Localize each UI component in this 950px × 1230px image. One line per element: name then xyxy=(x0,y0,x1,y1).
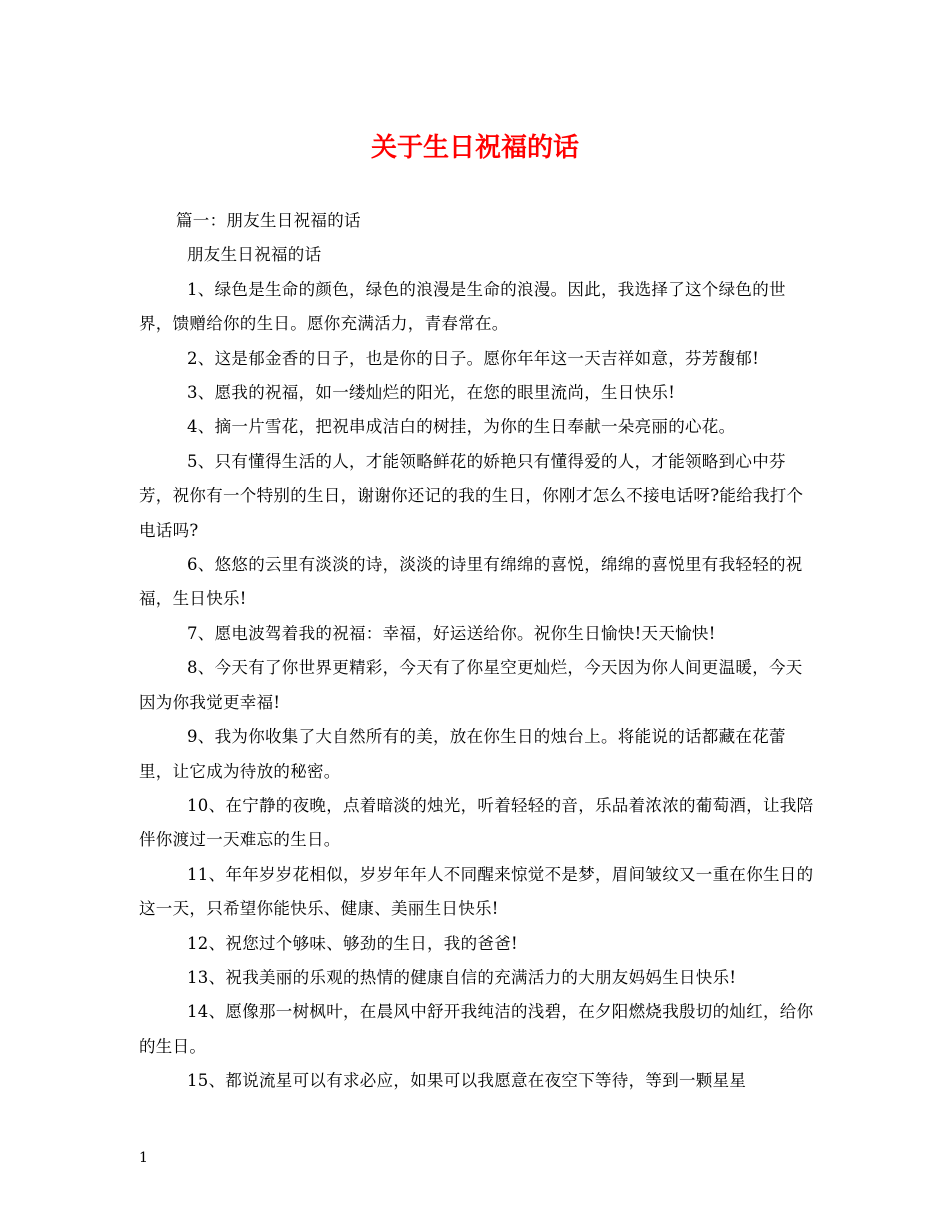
paragraph: 7、愿电波驾着我的祝福：幸福，好运送给你。祝你生日愉快!天天愉快! xyxy=(187,623,716,643)
paragraph: 8、今天有了你世界更精彩，今天有了你星空更灿烂，今天因为你人间更温暖，今天因为你我觉更幸福! xyxy=(139,658,803,712)
paragraph: 9、我为你收集了大自然所有的美，放在你生日的烛台上。将能说的话都藏在花蕾里，让它成为待放的秘密。 xyxy=(139,727,786,781)
document-body xyxy=(139,204,819,1099)
paragraph: 13、祝我美丽的乐观的热情的健康自信的充满活力的大朋友妈妈生日快乐! xyxy=(187,967,737,987)
paragraph: 14、愿像那一树枫叶，在晨风中舒开我纯洁的浅碧，在夕阳燃烧我殷切的灿红，给你的生日。 xyxy=(139,1002,814,1056)
paragraph: 5、只有懂得生活的人，才能领略鲜花的娇艳只有懂得爱的人，才能领略到心中芬芳，祝你有一个特别的生日，谢谢你还记的我的生日，你刚才怎么不接电话呀?能给我打个电话吗? xyxy=(139,451,804,540)
paragraph: 3、愿我的祝福，如一缕灿烂的阳光，在您的眼里流尚，生日快乐! xyxy=(187,383,676,403)
paragraph: 6、悠悠的云里有淡淡的诗，淡淡的诗里有绵绵的喜悦，绵绵的喜悦里有我轻轻的祝福，生日快乐! xyxy=(139,555,803,609)
paragraph: 11、年年岁岁花相似，岁岁年年人不同醒来惊觉不是梦，眉间皱纹又一重在你生日的这一天，只希望你能快乐、健康、美丽生日快乐! xyxy=(139,864,814,919)
paragraph: 1、绿色是生命的颜色，绿色的浪漫是生命的浪漫。因此，我选择了这个绿色的世界，馈赠给你的生日。愿你充满活力，青春常在。 xyxy=(139,279,786,334)
section-heading: 篇一：朋友生日祝福的话 xyxy=(176,211,361,230)
paragraph: 15、都说流星可以有求必应，如果可以我愿意在夜空下等待，等到一颗星星 xyxy=(187,1071,747,1091)
paragraph: 4、摘一片雪花，把祝串成洁白的树挂，为你的生日奉献一朵亮丽的心花。 xyxy=(187,417,736,437)
page-title: 关于生日祝福的话 xyxy=(370,133,579,163)
paragraph: 2、这是郁金香的日子，也是你的日子。愿你年年这一天吉祥如意，芬芳馥郁! xyxy=(187,348,760,368)
sub-heading: 朋友生日祝福的话 xyxy=(187,245,322,265)
page-number: 1 xyxy=(139,1150,148,1166)
paragraph: 12、祝您过个够味、够劲的生日，我的爸爸! xyxy=(187,933,518,953)
paragraph: 10、在宁静的夜晚，点着暗淡的烛光，听着轻轻的音，乐品着浓浓的葡萄酒，让我陪伴你渡过一天难忘的生日。 xyxy=(139,795,814,850)
